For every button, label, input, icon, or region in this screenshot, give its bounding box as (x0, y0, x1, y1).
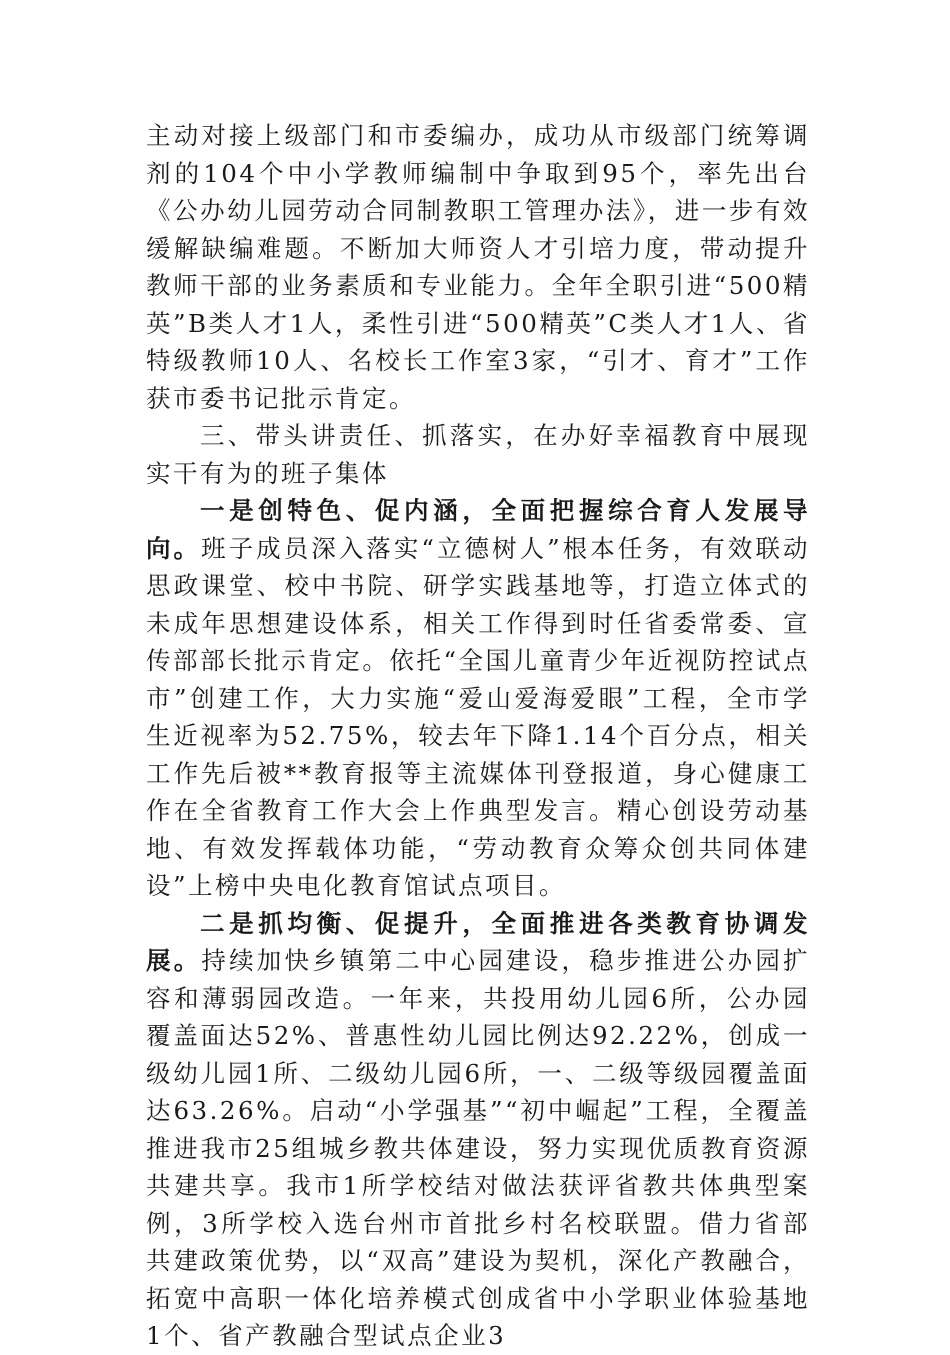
paragraph-staffing-talent: 主动对接上级部门和市委编办，成功从市级部门统筹调剂的104个中小学教师编制中争取到95个，率先出台《公办幼儿园劳动合同制教职工管理办法》，进一步有效缓解缺编难题。不断加大师资人才引培力度，带动提升教师干部的业务素质和专业能力。全年全职引进“500精英”B类人才1人，柔性引进“500精英”C类人才1人、省特级教师10人、名校长工作室3家，“引才、育才”工作获市委书记批示肯定。 (146, 121, 810, 413)
document-body (146, 117, 810, 1355)
point-two-paragraph (146, 905, 810, 1355)
point-one-paragraph (146, 492, 810, 905)
point-two-body: 持续加快乡镇第二中心园建设，稳步推进公办园扩容和薄弱园改造。一年来，共投用幼儿园6所，公办园覆盖面达52%、普惠性幼儿园比例达92.22%，创成一级幼儿园1所、二级幼儿园6所，一、二级等级园覆盖面达63.26%。启动“小学强基”“初中崛起”工程，全覆盖推进我市25组城乡教共体建设，努力实现优质教育资源共建共享。我市1所学校结对做法获评省教共体典型案例，3所学校入选台州市首批乡村名校联盟。借力省部共建政策优势，以“双高”建设为契机，深化产教融合，拓宽中高职一体化培养模式创成省中小学职业体验基地1个、省产教融合型试点企业3 (146, 946, 811, 1350)
point-two-title: 二是抓均衡、促提升，全面推进各类教育协调发展。 (146, 908, 810, 975)
point-one-title: 一是创特色、促内涵，全面把握综合育人发展导向。 (146, 496, 810, 563)
section-heading-three: 三、带头讲责任、抓落实，在办好幸福教育中展现实干有为的班子集体 (146, 421, 810, 488)
point-one-body: 班子成员深入落实“立德树人”根本任务，有效联动思政课堂、校中书院、研学实践基地等，打造立体式的未成年思想建设体系，相关工作得到时任省委常委、宣传部部长批示肯定。依托“全国儿童青少年近视防控试点市”创建工作，大力实施“爱山爱海爱眼”工程，全市学生近视率为52.75%，较去年下降1.14个百分点，相关工作先后被**教育报等主流媒体刊登报道，身心健康工作在全省教育工作大会上作典型发言。精心创设劳动基地、有效发挥载体功能，“劳动教育众筹众创共同体建设”上榜中央电化教育馆试点项目。 (146, 533, 810, 900)
